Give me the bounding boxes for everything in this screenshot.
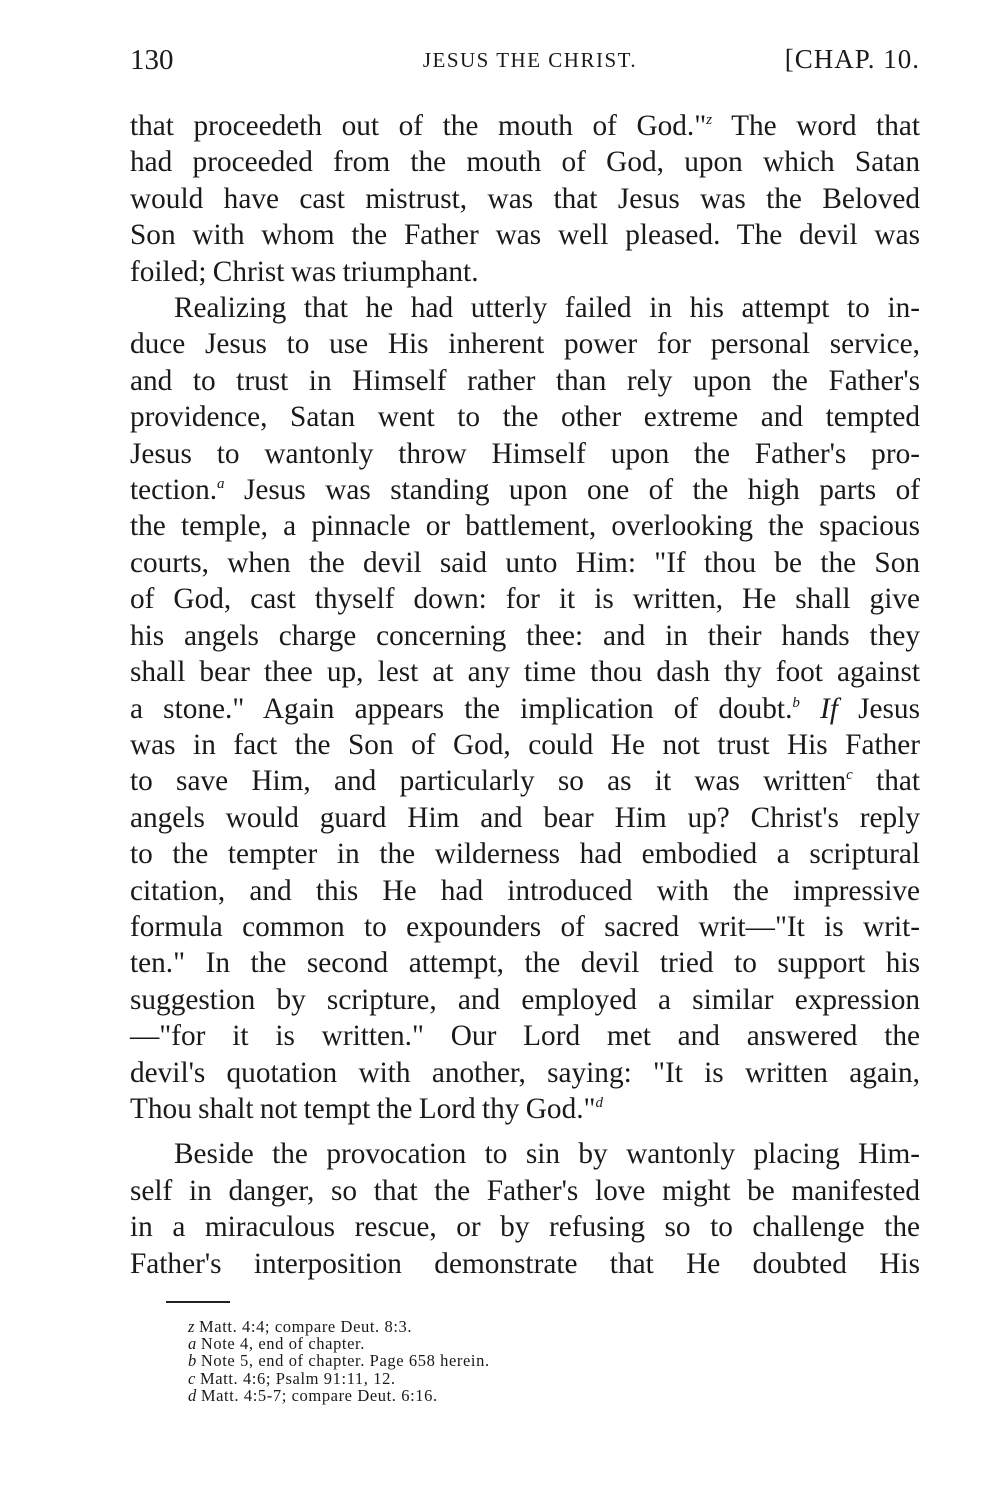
text-line: in a miraculous rescue, or by refusing so to challenge the: [130, 1211, 920, 1244]
text-line: devil's quotation with another, saying: "It is written again,: [130, 1056, 920, 1089]
text-line: Jesus to wantonly throw Himself upon the Father's pro-: [130, 437, 920, 470]
text-line: had proceeded from the mouth of God, upon which Satan: [130, 146, 920, 179]
text-line: foiled; Christ was triumphant.: [130, 255, 479, 288]
footnote-item: d Matt. 4:5-7; compare Deut. 6:16.: [188, 1385, 438, 1405]
footnote-mark: d: [188, 1385, 197, 1405]
text-line: Thou shalt not tempt the Lord thy God."$^d$: [130, 1092, 604, 1125]
text-line: and to trust in Himself rather than rely upon the Father's: [130, 364, 920, 397]
page-header: [130, 44, 920, 84]
text-line: was in fact the Son of God, could He not trust His Father: [130, 728, 920, 761]
footnote-mark: b: [188, 1351, 197, 1371]
footnote-ref-d: d: [595, 1094, 604, 1111]
text-line: the temple, a pinnacle or battlement, overlooking the spacious: [130, 510, 920, 543]
text-line: of God, cast thyself down: for it is written, He shall give: [130, 583, 920, 616]
text-line: suggestion by scripture, and employed a similar expression: [130, 983, 920, 1016]
text-line: Realizing that he had utterly failed in his attempt to in-: [174, 292, 920, 325]
paragraph-3: [130, 1136, 920, 1282]
footnote-mark: z: [188, 1317, 196, 1336]
text-line: angels would guard Him and bear Him up? Christ's reply: [130, 801, 920, 834]
text-line: shall bear thee up, lest at any time thou dash thy foot against: [130, 656, 920, 689]
footnote-divider: [166, 1301, 230, 1303]
footnote-ref-z: z: [706, 112, 713, 128]
text-line: Son with whom the Father was well pleased. The devil was: [130, 219, 920, 252]
text-line: ten." In the second attempt, the devil tried to support his: [130, 947, 920, 980]
text-line: a stone." Again appears the implication of doubt.$^b$ If Jesus: [130, 692, 920, 725]
footnote-item: c Matt. 4:6; Psalm 91:11, 12.: [188, 1368, 396, 1388]
footnote-item: a Note 4, end of chapter.: [188, 1334, 365, 1354]
text-line: courts, when the devil said unto Him: "If thou be the Son: [130, 546, 920, 579]
footnote-ref-b: b: [792, 694, 800, 711]
footnote-ref-a: a: [217, 476, 225, 493]
paragraph-2: [130, 290, 920, 1127]
paragraph-gap: [130, 1127, 920, 1136]
text-line: Father's interposition demonstrate that He doubted His: [130, 1247, 920, 1280]
text-line: providence, Satan went to the other extreme and tempted: [130, 401, 920, 434]
text-line: citation, and this He had introduced with the impressive: [130, 874, 920, 907]
text-line: to the tempter in the wilderness had embodied a scriptural: [130, 838, 920, 871]
body-text: [130, 108, 920, 1282]
footnote-item: b Note 5, end of chapter. Page 658 herein.: [188, 1351, 490, 1371]
text-line: his angels charge concerning thee: and in their hands they: [130, 619, 920, 652]
text-line: duce Jesus to use His inherent power for personal service,: [130, 328, 920, 361]
footnote-ref-c: c: [846, 767, 853, 784]
footnote-mark: a: [188, 1334, 197, 1354]
text-line: —"for it is written." Our Lord met and answered the: [130, 1020, 920, 1053]
text-line: to save Him, and particularly so as it was written$^c$ that: [130, 765, 920, 798]
text-line: Beside the provocation to sin by wantonly placing Him-: [174, 1138, 920, 1171]
text-line: self in danger, so that the Father's love might be manifested: [130, 1174, 920, 1207]
running-title: JESUS THE CHRIST.: [422, 48, 638, 72]
page-number: 130: [130, 44, 174, 76]
text-line: formula common to expounders of sacred writ—"It is writ-: [130, 910, 920, 943]
footnote-item: z Matt. 4:4; compare Deut. 8:3.: [188, 1317, 413, 1336]
paragraph-1: [130, 108, 920, 290]
text-line: would have cast mistrust, was that Jesus was the Beloved: [130, 182, 920, 215]
footnotes: [188, 1318, 788, 1404]
text-line: that proceedeth out of the mouth of God."$^z$ The word that: [130, 110, 920, 142]
text-line: tection.$^a$ Jesus was standing upon one of the high parts of: [130, 474, 920, 507]
chapter-label: [CHAP. 10.: [784, 44, 920, 74]
footnote-mark: c: [188, 1368, 196, 1388]
